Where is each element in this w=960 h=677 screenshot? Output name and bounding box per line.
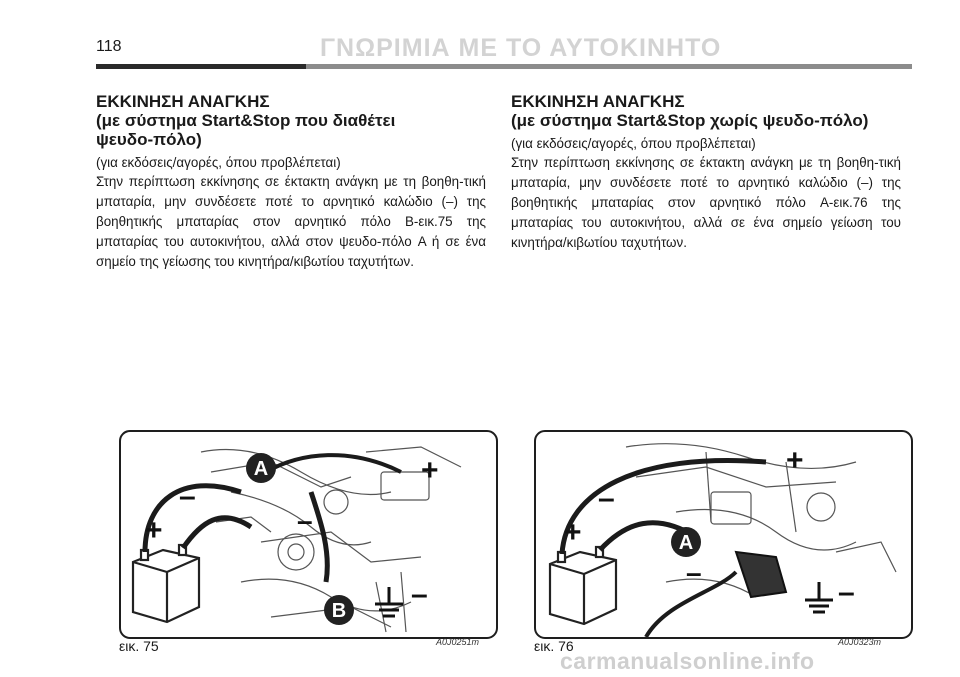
site-watermark: carmanualsonline.info <box>560 648 815 674</box>
header-rule <box>96 64 912 69</box>
label-a-76: A <box>678 532 694 554</box>
plus-sign-battery-76: + <box>564 516 582 549</box>
left-column <box>96 92 486 272</box>
label-b-75: B <box>331 600 347 622</box>
minus-sign-ground-76: – <box>838 576 855 609</box>
running-title: ΓΝΩΡΙΜΙΑ ΜΕ ΤΟ ΑΥΤΟΚΙΝΗΤΟ <box>320 34 722 62</box>
minus-sign-battery-76: – <box>598 482 615 515</box>
jumper-cable-positive-76 <box>562 460 766 554</box>
left-section-title <box>96 92 486 149</box>
figure-75-illustration <box>119 430 498 639</box>
figure-76-drawing <box>536 432 911 637</box>
right-title-line2: (με σύστημα Start&Stop χωρίς ψευδο-πόλο) <box>511 111 869 130</box>
right-section-note: (για εκδόσεις/αγορές, όπου προβλέπεται) <box>511 136 756 151</box>
right-title-line1: ΕΚΚΙΝΗΣΗ ΑΝΑΓΚΗΣ <box>511 92 685 111</box>
minus-sign-ground-75: – <box>411 578 428 611</box>
left-title-line2: (με σύστημα Start&Stop που διαθέτει <box>96 111 396 130</box>
left-section-body: Στην περίπτωση εκκίνησης σε έκτακτη ανάγκη με τη βοηθη-τική μπαταρία, μην συνδέσετε ποτέ το αρνητικό καλώδιο (–) της βοηθητικής μπαταρίας στον αρνητικό πόλο B-εικ.75 της μπαταρίας του αυτοκινήτου, αλλά στον ψευδο-πόλο A ή σε ένα σημείο της γείωσης του κινητήρα/κιβωτίου ταχυτήτων. <box>96 174 486 269</box>
minus-sign-pole-75: – <box>297 505 313 536</box>
battery-76 <box>550 547 616 624</box>
figure-75-code: A0J0251m <box>436 637 480 647</box>
battery-75 <box>133 545 199 622</box>
right-section-title <box>511 92 901 130</box>
figure-75-drawing <box>121 432 496 637</box>
minus-sign-battery-75: – <box>179 480 196 513</box>
label-a-75: A <box>253 458 269 480</box>
plus-sign-battery-75: + <box>145 514 163 547</box>
page-number: 118 <box>96 38 122 55</box>
figure-76-caption: εικ. 76 <box>534 638 574 654</box>
plus-sign-terminal-75: + <box>421 454 439 487</box>
right-column <box>511 92 901 253</box>
left-section-note: (για εκδόσεις/αγορές, όπου προβλέπεται) <box>96 155 341 170</box>
figure-76-code: A0J0323m <box>838 637 882 647</box>
figure-76-illustration <box>534 430 913 639</box>
left-title-line1: ΕΚΚΙΝΗΣΗ ΑΝΑΓΚΗΣ <box>96 92 270 111</box>
header-rule-accent <box>96 64 306 69</box>
figure-75-caption: εικ. 75 <box>119 638 159 654</box>
plus-sign-terminal-76: + <box>786 444 804 477</box>
minus-sign-pole-76: – <box>686 557 702 588</box>
ground-symbol-75 <box>375 587 403 616</box>
right-section-body: Στην περίπτωση εκκίνησης σε έκτακτη ανάγκη με τη βοηθη-τική μπαταρία, μην συνδέσετε ποτέ το αρνητικό καλώδιο (–) της βοηθητικής μπαταρίας στον αρνητικό πόλο A-εικ.76 της μπαταρίας του αυτοκινήτου, αλλά σε ένα σημείο γείωση του κινητήρα/κιβωτίου ταχυτήτων. <box>511 155 901 250</box>
left-title-line3: ψευδο-πόλο) <box>96 130 202 149</box>
ground-symbol-76 <box>805 582 833 612</box>
